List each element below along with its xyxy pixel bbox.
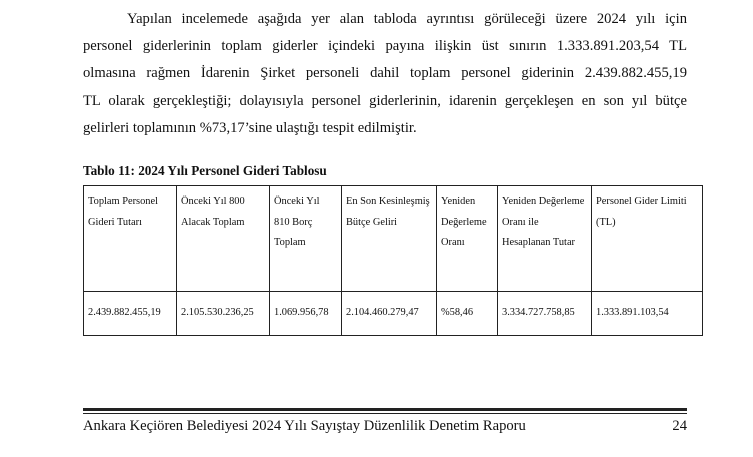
table-cell: 1.069.956,78 [270, 292, 342, 336]
table-cell: %58,46 [437, 292, 498, 336]
header-revalued-amount: Yeniden Değerleme Oranı ile Hesaplanan Tutar [498, 186, 592, 292]
page-number: 24 [672, 418, 687, 434]
table-cell: 2.104.460.279,47 [342, 292, 437, 336]
table-cell: 3.334.727.758,85 [498, 292, 592, 336]
header-total-personnel-expense: Toplam Personel Gideri Tutarı [84, 186, 177, 292]
paragraph-line: gelirleri toplamının %73,17’sine ulaştığı tespit edilmiştir. [83, 119, 417, 136]
header-prev-year-810-debit: Önceki Yıl 810 Borç Toplam [270, 186, 342, 292]
header-personnel-expense-limit: Personel Gider Limiti (TL) [592, 186, 703, 292]
paragraph-line: personel giderlerinin toplam giderler içindeki payına ilişkin üst sınırın 1.333.891.203,54 TL [83, 38, 687, 55]
body-paragraph [83, 6, 687, 142]
header-latest-budget-revenue: En Son Kesinleşmiş Bütçe Geliri [342, 186, 437, 292]
header-prev-year-800-credit: Önceki Yıl 800 Alacak Toplam [177, 186, 270, 292]
paragraph-line: Yapılan incelemede aşağıda yer alan tabloda ayrıntısı görüleceği üzere 2024 yılı için [127, 11, 687, 27]
table-cell: 2.105.530.236,25 [177, 292, 270, 336]
paragraph-line: TL olarak gerçekleştiği; dolayısıyla personel giderlerinin, idarenin gerçekleşen en son yıl bütçe [83, 92, 687, 109]
header-revaluation-rate: Yeniden Değerleme Oranı [437, 186, 498, 292]
personnel-expense-table [83, 185, 703, 336]
table-header-row [84, 186, 703, 292]
footer-rule-thin [83, 413, 687, 414]
footer-report-title: Ankara Keçiören Belediyesi 2024 Yılı Sayıştay Düzenlilik Denetim Raporu [83, 418, 526, 434]
footer-rule-thick [83, 408, 687, 411]
table-row [84, 292, 703, 336]
table-cell: 2.439.882.455,19 [84, 292, 177, 336]
table-caption: Tablo 11: 2024 Yılı Personel Gideri Tablosu [83, 163, 327, 178]
table-cell: 1.333.891.103,54 [592, 292, 703, 336]
paragraph-line: olmasına rağmen İdarenin Şirket personeli dahil toplam personel giderinin 2.439.882.455,19 [83, 65, 687, 82]
